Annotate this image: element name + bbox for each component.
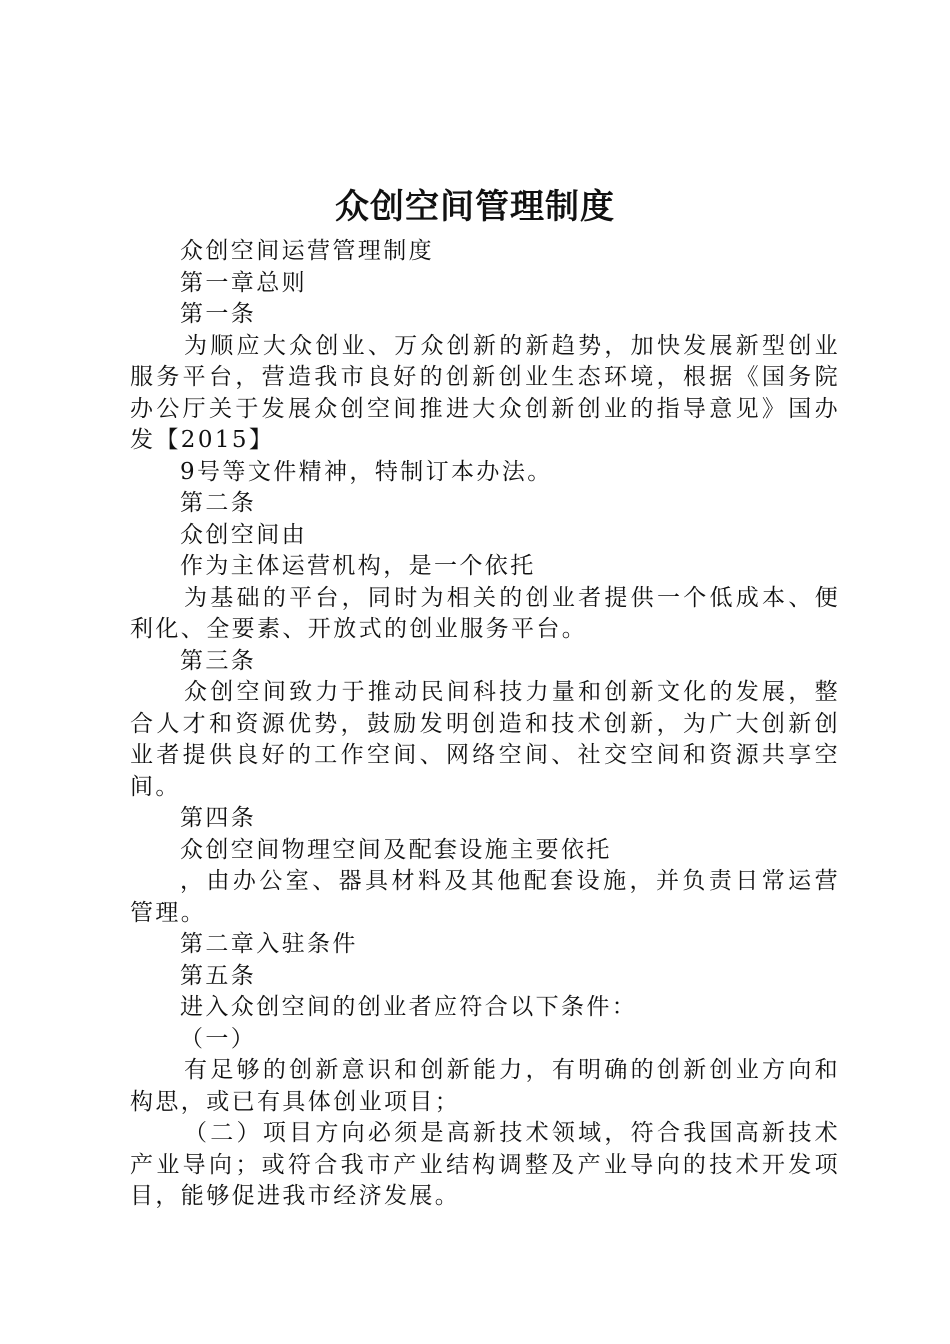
article-heading-1: 第一条 bbox=[180, 301, 257, 327]
article-5-text: 进入众创空间的创业者应符合以下条件： bbox=[180, 994, 638, 1020]
article-heading-4: 第四条 bbox=[180, 805, 257, 831]
article-2-text-b: 作为主体运营机构，是一个依托 bbox=[180, 553, 536, 579]
list-marker-1: （一） bbox=[180, 1025, 257, 1052]
article-heading-2: 第二条 bbox=[180, 490, 257, 516]
list-item-2-text: （二）项目方向必须是高新技术领域，符合我国高新技术产业导向；或符合我市产业结构调整及产业导向的技术开发项目，能够促进我市经济发展。 bbox=[130, 1120, 840, 1209]
paragraph-subtitle: 众创空间运营管理制度 bbox=[180, 238, 434, 264]
article-heading-3: 第三条 bbox=[180, 647, 257, 674]
document-body bbox=[130, 236, 840, 1213]
article-3-text: 众创空间致力于推动民间科技力量和创新文化的发展，整合人才和资源优势，鼓励发明创造和技术创新，为广大创新创业者提供良好的工作空间、网络空间、社交空间和资源共享空间。 bbox=[130, 679, 840, 800]
article-2-text-c: 为基础的平台，同时为相关的创业者提供一个低成本、便利化、全要素、开放式的创业服务平台。 bbox=[130, 584, 840, 642]
article-2-text-a: 众创空间由 bbox=[180, 521, 307, 548]
chapter-heading-2: 第二章入驻条件 bbox=[180, 931, 358, 957]
list-item-1-text: 有足够的创新意识和创新能力，有明确的创新创业方向和构思，或已有具体创业项目； bbox=[130, 1057, 840, 1115]
article-1-text: 为顺应大众创业、万众创新的新趋势，加快发展新型创业服务平台，营造我市良好的创新创业生态环境，根据《国务院办公厅关于发展众创空间推进大众创新创业的指导意见》国办发【2015】 bbox=[130, 332, 840, 453]
chapter-heading-1: 第一章总则 bbox=[180, 269, 307, 296]
document-title: 众创空间管理制度 bbox=[335, 187, 615, 227]
article-4-text-a: 众创空间物理空间及配套设施主要依托 bbox=[180, 836, 612, 863]
article-1-text-cont: 9号等文件精神，特制订本办法。 bbox=[180, 458, 553, 485]
article-4-text-b: ，由办公室、器具材料及其他配套设施，并负责日常运营管理。 bbox=[130, 868, 840, 926]
article-heading-5: 第五条 bbox=[180, 962, 257, 989]
